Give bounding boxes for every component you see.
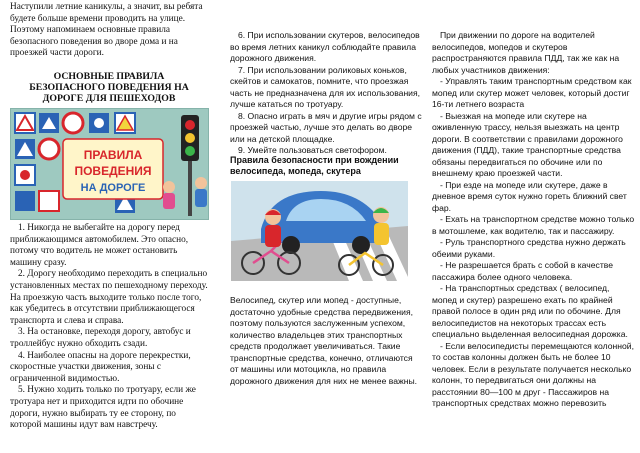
cyclist-rule-2: - Выезжая на мопеде или скутере на оживленную трассу, нельзя выезжать на центр дороги. В соответствии с правилами дорожного движения (ПДД), такие транспортные средства обязаны передвигаться по обочине или по внешнему краю проезжей части.	[432, 110, 623, 178]
rule-6: 6. При использовании скутеров, велосипедов во время летних каникул соблюдайте правила дорожного движения.	[230, 30, 420, 63]
pedestrian-rules-list	[10, 223, 208, 432]
cyclists-illustration	[231, 181, 408, 281]
cyclist-rule-3: - При езде на мопеде или скутере, даже в дневное время суток нужно гореть ближний свет фар.	[432, 179, 627, 213]
traffic-rules-poster	[10, 108, 209, 220]
rule-1: 1. Никогда не выбегайте на дорогу перед приближающимся автомобилем. Это опасно, потому что водитель не может остановить машину сразу.	[10, 223, 189, 268]
poster-title-line1: ПРАВИЛА	[83, 148, 143, 162]
rule-8: 8. Опасно играть в мяч и другие игры рядом с проезжей частью, лучше это делать во дворе или на детской площадке.	[230, 110, 422, 144]
rule-3: 3. На остановке, переходя дорогу, автобус и троллейбус нужно обходить сзади.	[10, 327, 191, 349]
pedestrian-rules-heading: ОСНОВНЫЕ ПРАВИЛА БЕЗОПАСНОГО ПОВЕДЕНИЯ НА ДОРОГЕ ДЛЯ ПЕШЕХОДОВ	[29, 71, 189, 104]
rule-2: 2. Дорогу необходимо переходить в специально установленных местах по пешеходному переходу. На проезжую часть выходите только после того, как убедитесь в отсутствии приближающегося транспорта и слева и справа.	[10, 269, 208, 326]
cyclist-rule-1: - Управлять таким транспортным средством как мопед или скутер может человек, который достиг 16-ти летнего возраста	[432, 76, 632, 109]
cyclist-rule-8: - Если велосипедисты перемещаются колонной, то состав колонны должен быть не более 10 человек. Если в результате получается несколько колонн, то передвигаться они должны на расстоянии 80—100 м друг - Пассажиров на транспортных средствах можно перевозить	[432, 340, 634, 408]
poster-title-line3: НА ДОРОГЕ	[80, 182, 146, 194]
cyclist-rules-intro: При движении по дороге на водителей велосипедов, мопедов и скутеров распространяются правила ПДД, так же как на любых участников движения:	[432, 30, 620, 75]
rule-4: 4. Наиболее опасны на дороге перекрестки, скоростные участки движения, зоны с ограниченной видимостью.	[10, 350, 191, 384]
cyclists-scene	[231, 181, 408, 281]
cyclist-rule-6: - Не разрешается брать с собой в качестве пассажира более одного человека.	[432, 260, 613, 282]
poster-title-line2: ПОВЕДЕНИЯ	[74, 164, 152, 178]
rule-9: 9. Умейте пользоваться светофором.	[238, 145, 387, 155]
cyclist-rule-5: - Руль транспортного средства нужно держать обеими руками.	[432, 237, 626, 259]
cyclist-rule-4: - Ехать на транспортном средстве можно только в мотошлеме, как водителю, так и пассажиру.	[432, 214, 635, 236]
column-right	[426, 0, 640, 453]
rule-7: 7. При использовании роликовых коньков, скейтов и самокатов, помните, что проезжая часть не предназначена для их использования, лучше кататься по тротуару.	[230, 64, 421, 109]
cyclist-rule-7: - На транспортных средствах ( велосипед, мопед и скутер) разрешено ехать по крайней правой полосе в один ряд или по обочине. Для велосипедистов на некоторых трассах есть специально выделенная велосипедная дорожка.	[432, 283, 628, 339]
rule-5: 5. Нужно ходить только по тротуару, если же тротуара нет и приходится идти по обочине дороги, нужно выбирать ту ее сторону, по которой машины идут вам навстречу.	[10, 385, 196, 431]
bicycle-intro-paragraph: Велосипед, скутер или мопед - доступные, достаточно удобные средства передвижения, поэтому пользуются заслуженным успехом, количество владельцев этих транспортных средств продолжает увеличиваться. Такие транспортные средства, конечно, отличаются от машины или мотоцикла, но правила дорожного движения для них не менее важны.	[230, 295, 418, 386]
column-left	[0, 0, 213, 453]
intro-text: Наступили летние каникулы, а значит, вы ребята будете больше времени проводить на улице. Поэтому напоминаем основные правила безопасного поведения во дворе дома и на проезжей части дороги.	[10, 2, 203, 59]
poster-illustration	[11, 109, 208, 219]
bicycle-safety-heading: Правила безопасности при вождении велосипеда, мопеда, скутера	[230, 155, 399, 176]
additional-rules-list	[230, 30, 423, 157]
cyclist-rules-list	[432, 30, 636, 410]
